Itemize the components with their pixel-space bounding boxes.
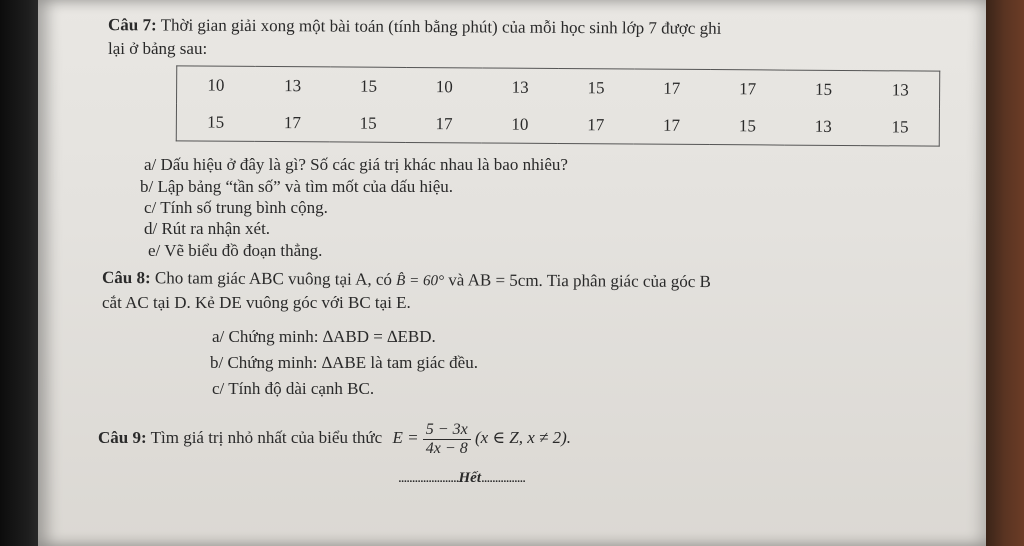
table-cell: 13 <box>814 116 832 136</box>
q9-numerator: 5 − 3x <box>423 421 471 440</box>
q7-part-b: b/ Lập bảng “tần số” và tìm mốt của dấu hiệu. <box>140 177 453 196</box>
q8-angle: B̂ = 60° <box>396 272 445 290</box>
q8-part-c: c/ Tính độ dài cạnh BC. <box>212 379 375 398</box>
exam-paper <box>38 0 988 546</box>
dark-left-edge <box>0 0 40 546</box>
table-cell: 17 <box>587 115 605 135</box>
q7-part-e: e/ Vẽ biểu đồ đoạn thẳng. <box>148 241 323 260</box>
table-cell: 15 <box>359 113 377 133</box>
q9-denominator: 4x − 8 <box>425 439 468 457</box>
table-cell: 15 <box>814 79 833 99</box>
q7-intro-text: Thời gian giải xong một bài toán (tính bằng phút) của mỗi học sinh lớp 7 được ghi <box>160 15 722 38</box>
dots-right: ................ <box>481 470 525 486</box>
end-marker <box>398 468 525 489</box>
q7-part-d: d/ Rút ra nhận xét. <box>144 219 271 238</box>
q9-fraction <box>423 421 471 458</box>
table-cell: 13 <box>511 77 529 97</box>
q8-line1 <box>102 267 711 294</box>
q8-text-b: và AB = 5cm. Tia phân giác của góc B <box>448 270 711 292</box>
table-cell: 17 <box>663 115 681 135</box>
q9-lhs: E = <box>392 428 419 447</box>
q8-line2: cắt AC tại D. Kẻ DE vuông góc với BC tại E. <box>102 293 411 312</box>
dots-left: ...................... <box>398 470 459 486</box>
table-cell: 15 <box>587 78 605 98</box>
table-cell: 17 <box>663 78 681 98</box>
table-cell: 17 <box>435 114 453 134</box>
q9-line <box>98 418 571 458</box>
q7-label: Câu 7: <box>107 15 157 35</box>
table-cell: 10 <box>511 114 529 134</box>
q7-intro-line1 <box>108 14 721 39</box>
q7-part-a: a/ Dấu hiệu ở đây là gì? Số các giá trị khác nhau là bao nhiêu? <box>144 155 568 174</box>
scores-table <box>176 65 941 146</box>
table-row <box>177 66 940 109</box>
q9-condition: (x ∈ Z, x ≠ 2). <box>474 428 571 447</box>
table-cell: 10 <box>207 75 225 95</box>
table-cell: 10 <box>435 77 453 97</box>
q7-intro-line2: lại ở bảng sau: <box>108 39 208 58</box>
q8-part-a: a/ Chứng minh: ∆ABD = ∆EBD. <box>212 327 436 346</box>
table-cell: 17 <box>739 79 757 99</box>
q8-part-b: b/ Chứng minh: ∆ABE là tam giác đều. <box>210 353 478 372</box>
q9-label: Câu 9: <box>98 428 147 447</box>
table-cell: 13 <box>891 80 909 100</box>
wooden-right-edge <box>986 0 1024 546</box>
q8-text-a: Cho tam giác ABC vuông tại A, có <box>154 268 393 289</box>
q7-part-c: c/ Tính số trung bình cộng. <box>144 198 328 217</box>
table-cell: 15 <box>207 112 225 132</box>
q9-text: Tìm giá trị nhỏ nhất của biểu thức <box>150 428 383 447</box>
end-label: Hết <box>458 470 481 486</box>
table-cell: 15 <box>359 76 378 96</box>
table-cell: 15 <box>891 117 909 137</box>
table-cell: 15 <box>738 116 756 136</box>
table-cell: 17 <box>283 113 301 133</box>
q8-label: Câu 8: <box>101 267 151 288</box>
table-cell: 13 <box>284 76 302 96</box>
table-row <box>176 103 939 146</box>
